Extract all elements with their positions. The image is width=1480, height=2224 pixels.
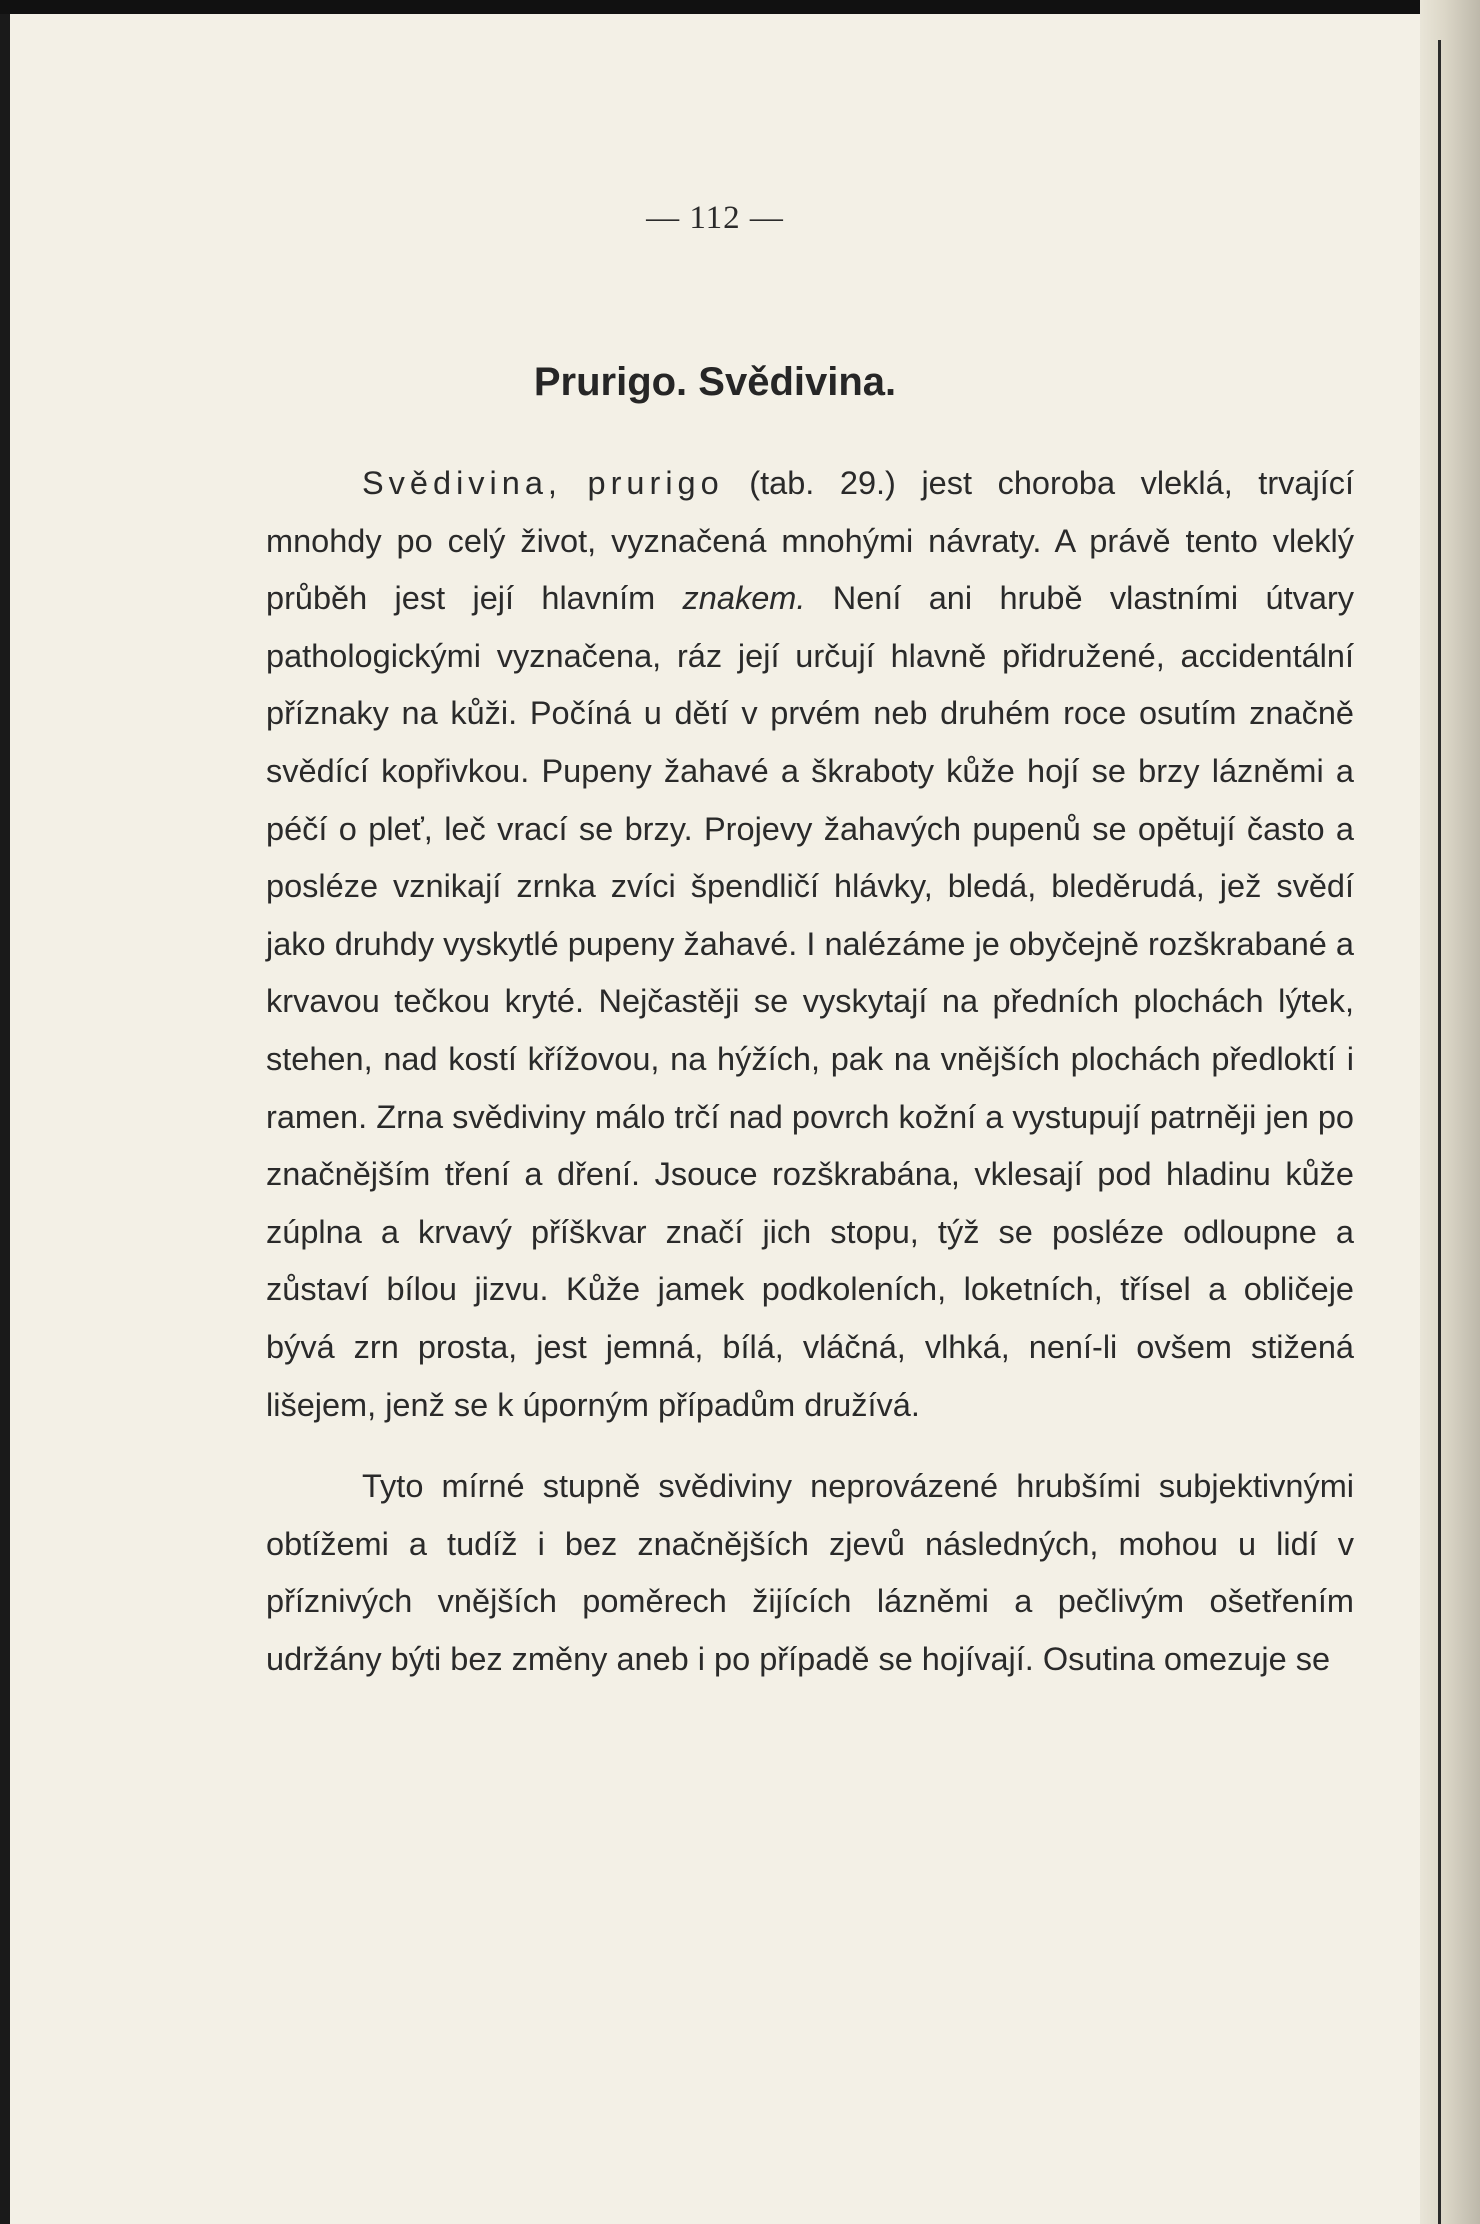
chapter-title: Prurigo. Svědivina. (533, 360, 897, 404)
paragraph-1 (266, 455, 1354, 1434)
lead-term-prurigo: prurigo (587, 465, 724, 501)
book-page (10, 14, 1420, 2224)
scan-top-border (0, 0, 1480, 14)
binding-line (1438, 40, 1441, 2224)
body-text (266, 455, 1354, 1688)
paragraph-2: Tyto mírné stupně svědiviny neprovázené hrubšími subjektivnými obtížemi a tudíž i bez značnějších zjevů následných, mohou u lidí v příznivých vnějších poměrech žijících lázněmi a pečlivým ošetřením udržány býti bez změny aneb i po případě se hojívají. Osutina omezuje se (266, 1468, 1354, 1677)
paragraph-1-emphasis: znakem. (682, 580, 806, 617)
page-number: — 112 — (646, 200, 784, 236)
lead-term-svedivina: Svědivina, (362, 465, 562, 501)
page-edge (1420, 0, 1480, 2224)
paragraph-1-text-b: Není ani hrubě vlastními útvary pathologickými vyznačena, ráz její určují hlavně přidružené, accidentální příznaky na kůži. Počíná u dětí v prvém neb druhém roce osutím značně svědící kopřivkou. Pupeny žahavé a škraboty kůže hojí se brzy lázněmi a péčí o pleť, leč vrací se brzy. Projevy žahavých pupenů se opětují často a posléze vznikají zrnka zvíci špendličí hlávky, bledá, bleděrudá, jež svědí jako druhdy vyskytlé pupeny žahavé. I nalézáme je obyčejně rozškrabané a krvavou tečkou kryté. Nejčastěji se vyskytají na předních plochách lýtek, stehen, nad kostí křížovou, na hýžích, pak na vnějších plochách předloktí i ramen. Zrna svědiviny málo trčí nad povrch kožní a vystupují patrněji jen po značnějším tření a dření. Jsouce rozškrabána, vklesají pod hladinu kůže zúplna a krvavý příškvar značí jich stopu, týž se posléze odloupne a zůstaví bílou jizvu. Kůže jamek podkoleních, loketních, třísel a obličeje bývá zrn prosta, jest jemná, bílá, vláčná, vlhká, není-li ovšem stižená lišejem, jenž se k úporným případům družívá. (266, 580, 1355, 1423)
paragraph-1-text-a: (tab. 29.) jest choroba vleklá, trvající mnohdy po celý život, vyznačená mnohými návraty. A právě tento vleklý průběh jest její hlavním (266, 465, 1355, 617)
